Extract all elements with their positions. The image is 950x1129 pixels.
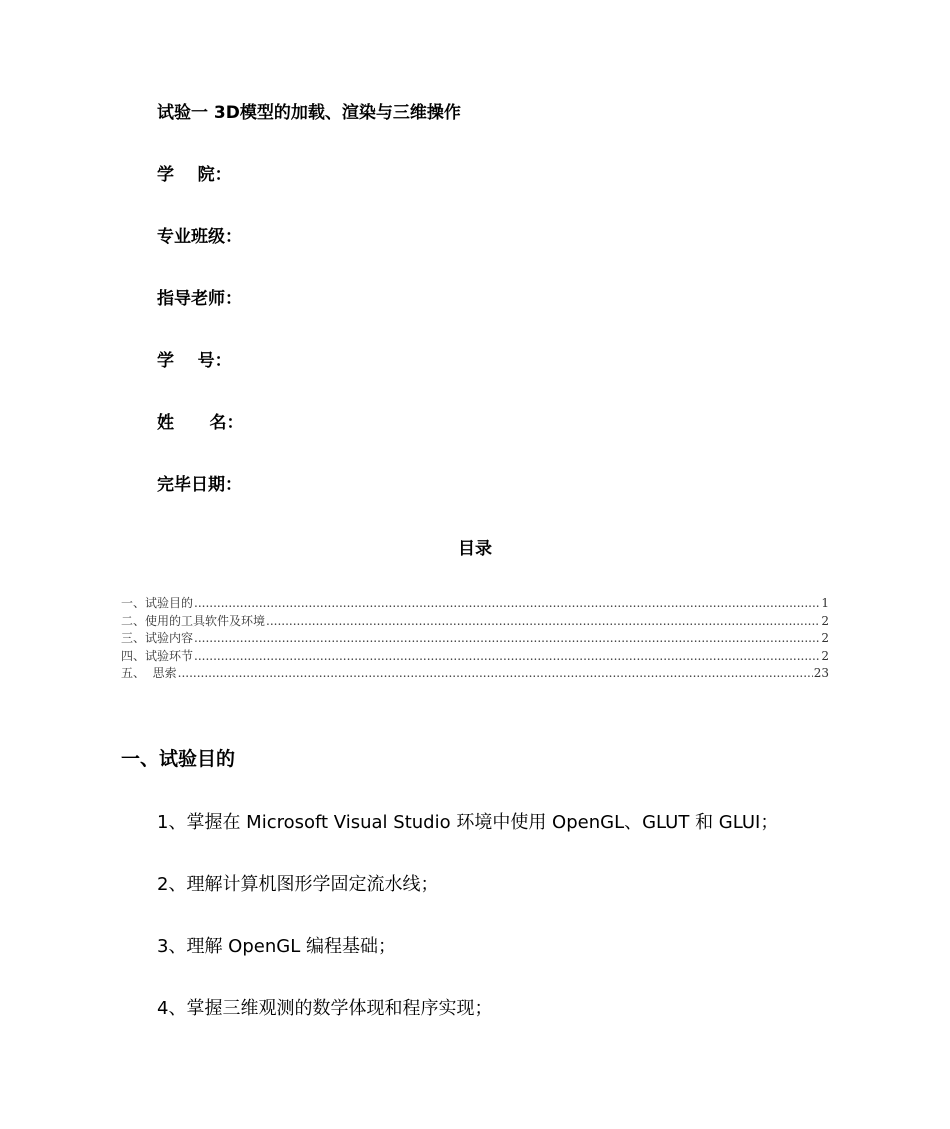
section-heading-objectives: 一、试验目的: [121, 748, 236, 770]
toc-entry-page: 2: [821, 631, 829, 645]
toc-entry-page: 2: [821, 613, 829, 628]
toc-entry[interactable]: [121, 613, 829, 631]
toc-entry-label: 五、 思索: [121, 666, 177, 680]
toc-entry-label: 四、试验环节: [121, 648, 194, 663]
toc-entry-page: 2: [821, 648, 829, 663]
objective-item: 4、掌握三维观测的数学体现和程序实现；: [157, 998, 493, 1019]
toc-entry-label: 二、使用的工具软件及环境: [121, 613, 266, 628]
field-college: 学 院：: [157, 165, 232, 185]
field-student-id: 学 号：: [157, 351, 232, 371]
objective-item: 1、掌握在 Microsoft Visual Studio 环境中使用 OpenGL、GLUT 和 GLUI；: [157, 812, 779, 833]
toc-entry-label: 三、试验内容: [121, 631, 194, 645]
objective-item: 2、理解计算机图形学固定流水线；: [157, 874, 439, 895]
toc-entry[interactable]: [121, 648, 829, 666]
toc-entry[interactable]: [121, 595, 829, 613]
toc-leader-dots: [178, 665, 813, 683]
objective-item: 3、理解 OpenGL 编程基础；: [157, 936, 396, 957]
field-class: 专业班级：: [157, 227, 242, 247]
toc-entry[interactable]: [121, 630, 829, 648]
toc-heading: 目录: [458, 539, 492, 559]
toc-entry[interactable]: [121, 665, 829, 683]
toc-leader-dots: [266, 613, 820, 631]
toc-entry-label: 一、试验目的: [121, 596, 194, 610]
field-completion-date: 完毕日期：: [157, 475, 242, 495]
toc-leader-dots: [194, 630, 820, 648]
toc-leader-dots: [194, 595, 820, 613]
document-title: 试验一 3D模型的加载、渲染与三维操作: [157, 103, 461, 123]
table-of-contents: [121, 595, 829, 683]
field-advisor: 指导老师：: [157, 289, 242, 309]
toc-leader-dots: [194, 648, 820, 666]
toc-entry-page: 23: [813, 666, 829, 680]
field-name: 姓 名：: [157, 413, 244, 433]
toc-entry-page: 1: [821, 596, 829, 610]
